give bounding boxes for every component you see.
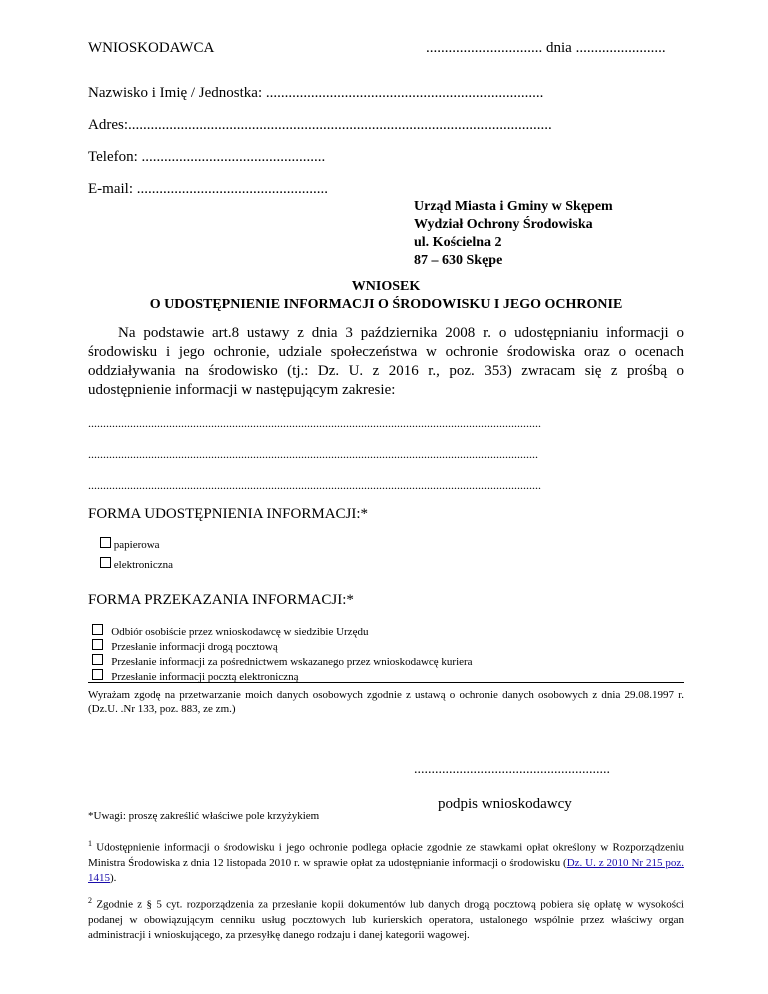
footnote-number: 2 (88, 896, 92, 905)
checkbox[interactable] (92, 624, 103, 635)
consent-text: Wyrażam zgodę na przetwarzanie moich danych osobowych zgodnie z ustawą o ochronie danych osobowych z dnia 29.08.1997 r. (Dz.U. .Nr 133, poz. 883, ze zm.) (88, 689, 684, 715)
checkbox[interactable] (92, 639, 103, 650)
scope-line[interactable]: ...................................................................................................................................................... (88, 447, 538, 461)
option-label: Przesłanie informacji pocztą elektroniczną (111, 671, 299, 683)
applicant-label: WNIOSKODAWCA (88, 40, 215, 56)
option-label: Przesłanie informacji drogą pocztową (111, 641, 278, 653)
transfer-form-heading: FORMA PRZEKAZANIA INFORMACJI:* (88, 592, 354, 608)
transfer-options (92, 624, 473, 684)
option-label: elektroniczna (113, 559, 173, 571)
checkbox[interactable] (92, 654, 103, 665)
footnote-number: 1 (88, 839, 92, 848)
footnote-text: Udostępnienie informacji o środowisku i jego ochronie podlega opłacie zgodnie ze stawkami opłat określony w Rozporządzeniu Ministra Środowiska z dnia 12 listopada 2010 r. w sprawie opłat za udostępnianie informacji o środowisku ( (88, 841, 685, 869)
email-field[interactable]: E-mail: ................................................... (88, 181, 328, 197)
title-line: O UDOSTĘPNIENIE INFORMACJI O ŚRODOWISKU I JEGO OCHRONIE (149, 297, 623, 312)
recipient-line: Urząd Miasta i Gminy w Skępem (414, 199, 613, 214)
phone-field[interactable]: Telefon: ................................................. (88, 149, 326, 165)
signature-label: podpis wnioskodawcy (438, 796, 572, 812)
name-field[interactable]: Nazwisko i Imię / Jednostka: .......................................................................... (88, 85, 544, 101)
transfer-option[interactable] (92, 654, 473, 669)
request-paragraph: Na podstawie art.8 ustawy z dnia 3 października 2008 r. o udostępnianiu informacji o środowisku i jego ochronie, udziale społeczeństwa w ochronie środowiska oraz o ocenach oddziaływania na środowisko (tj.: Dz. U. z 2016 r., poz. 353) zwracam się z prośbą o udostępnienie informacji w następującym zakresie: (88, 325, 684, 398)
recipient-address (414, 198, 613, 270)
signature-line[interactable]: ........................................................ (414, 762, 610, 777)
scope-line[interactable]: ....................................................................................................................................................... (88, 478, 541, 492)
share-options (100, 535, 173, 575)
transfer-option[interactable] (92, 639, 473, 654)
recipient-line: 87 – 630 Skępe (414, 253, 503, 268)
document-title (88, 278, 684, 314)
recipient-line: Wydział Ochrony Środowiska (414, 217, 593, 232)
recipient-line: ul. Kościelna 2 (414, 235, 502, 250)
checkbox[interactable] (100, 537, 111, 548)
checkbox-note: *Uwagi: proszę zakreślić właściwe pole krzyżykiem (88, 810, 320, 822)
footnote-end: ). (110, 871, 117, 884)
share-form-heading: FORMA UDOSTĘPNIENIA INFORMACJI:* (88, 506, 369, 522)
address-field[interactable]: Adres:................................................................................................................. (88, 117, 552, 133)
transfer-option[interactable] (92, 624, 473, 639)
option-label: Odbiór osobiście przez wnioskodawcę w siedzibie Urzędu (111, 626, 369, 638)
checkbox[interactable] (100, 557, 111, 568)
legal-reference-link[interactable]: Dz. U. z 2010 Nr 215 poz. 1415 (88, 856, 684, 884)
share-option-electronic[interactable] (100, 555, 173, 575)
checkbox[interactable] (92, 669, 103, 680)
divider (88, 682, 684, 683)
share-option-paper[interactable] (100, 535, 173, 555)
footnote-1 (88, 836, 684, 886)
title-line: WNIOSEK (351, 279, 421, 294)
option-label: papierowa (113, 539, 160, 551)
footnote-2 (88, 893, 684, 943)
option-label: Przesłanie informacji za pośrednictwem wskazanego przez wnioskodawcę kuriera (111, 656, 473, 668)
footnote-text: Zgodnie z § 5 cyt. rozporządzenia za przesłanie kopii dokumentów lub danych drogą pocztową pobiera się opłatę w wysokości podanej w obowiązującym cenniku usług pocztowych lub kurierskich operatora, ustalonego wspólnie przez właściwy organ administracji i wnioskującego, za przesyłkę danego rodzaju i danej kategorii wagowej. (88, 898, 684, 941)
date-line: ............................... dnia ........................ (426, 40, 666, 56)
scope-line[interactable]: ....................................................................................................................................................... (88, 416, 541, 430)
